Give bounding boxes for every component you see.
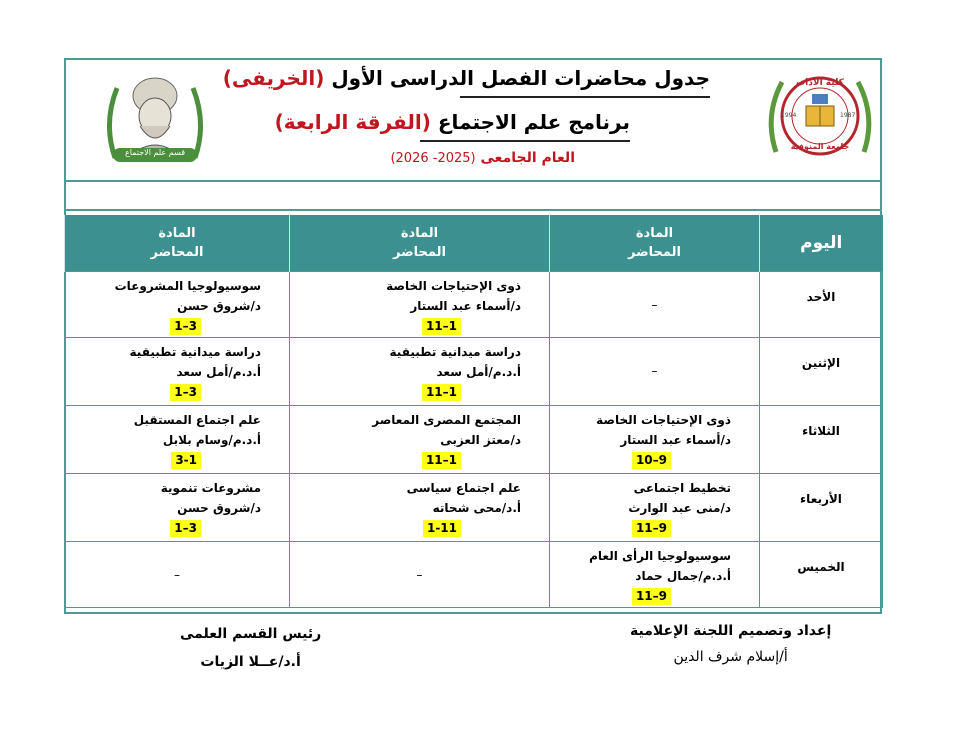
header-band <box>64 180 882 211</box>
empty-slot-dash: – <box>416 568 423 582</box>
header-lecturer: المحاضر <box>628 245 681 260</box>
table-header-row <box>65 215 883 272</box>
table-row <box>65 338 883 406</box>
header-lecturer: المحاضر <box>150 245 204 260</box>
time-slot-code: 1-11 <box>423 520 461 537</box>
time-slot-code: 9–11 <box>632 588 671 605</box>
lecture-info <box>290 338 549 402</box>
lecture-info <box>550 474 759 538</box>
title-underline <box>460 96 710 98</box>
lecturer-name: أ.د.م/أمل سعد <box>436 365 521 379</box>
faculty-logo-year-left: 1994 <box>781 112 797 119</box>
empty-slot-dash: – <box>651 298 658 312</box>
header-subject: المادة <box>158 226 196 241</box>
lecture-info <box>550 542 759 606</box>
time-slot-code: 1–11 <box>422 318 461 335</box>
lecture-cell <box>65 272 290 338</box>
faculty-logo-year-right: 1987 <box>840 112 856 119</box>
lecture-cell <box>550 406 760 474</box>
lecture-cell <box>65 474 290 542</box>
lecture-info <box>65 406 289 470</box>
empty-slot-dash: – <box>651 364 658 378</box>
lecturer-name: د/معتز العزبى <box>440 433 521 447</box>
time-slot-code: 9–10 <box>632 452 671 469</box>
lecturer-name: د/شروق حسن <box>177 501 261 515</box>
header-day: اليوم <box>760 215 883 272</box>
program-underline <box>420 140 630 142</box>
schedule-title <box>223 66 710 90</box>
program-level: (الفرقة الرابعة) <box>274 110 431 134</box>
header-subject: المادة <box>635 226 674 241</box>
lecture-cell <box>550 474 760 542</box>
lecturer-name: د/أسماء عبد الستار <box>620 433 731 447</box>
academic-year-value: (2025- 2026) <box>390 151 476 166</box>
table-row <box>65 474 883 542</box>
department-logo <box>95 68 215 168</box>
faculty-logo-top-text: كلية الآداب <box>796 78 844 88</box>
time-slot-code: 3–1 <box>170 384 201 401</box>
header-subject: المادة <box>400 226 439 241</box>
course-name: ذوى الإحتياجات الخاصة <box>596 413 731 427</box>
lecture-info <box>290 474 549 538</box>
lecturer-name: أ.د/محى شحاته <box>432 501 521 515</box>
lecture-cell <box>290 406 550 474</box>
empty-slot-dash: – <box>174 568 180 582</box>
time-slot-code: 3–1 <box>170 318 201 335</box>
header-lecturer: المحاضر <box>393 245 446 260</box>
table-row <box>65 272 883 338</box>
course-name: مشروعات تنموية <box>160 481 261 495</box>
academic-year-label: العام الجامعى <box>480 150 575 166</box>
academic-year <box>390 150 575 166</box>
lecture-cell <box>550 338 760 406</box>
header-slot-3 <box>65 215 290 272</box>
day-cell: الإثنين <box>760 338 883 406</box>
lecture-cell <box>290 474 550 542</box>
header-slot-2 <box>290 215 550 272</box>
table-row <box>65 542 883 608</box>
time-slot-code: 3–1 <box>170 520 201 537</box>
lecturer-name: أ.د.م/وسام بلابل <box>162 433 261 447</box>
lecture-cell <box>65 338 290 406</box>
time-slot-code: 9–11 <box>632 520 671 537</box>
lecture-info <box>550 406 759 470</box>
prepared-by-signature <box>630 618 831 670</box>
lecture-cell <box>550 272 760 338</box>
program-title-main: برنامج علم الاجتماع <box>437 110 630 134</box>
header-slot-1 <box>550 215 760 272</box>
time-slot-code: 1–11 <box>422 384 461 401</box>
lecture-cell <box>65 406 290 474</box>
prepared-by-title: إعداد وتصميم اللجنة الإعلامية <box>630 623 832 639</box>
department-head-title: رئيس القسم العلمى <box>180 626 322 642</box>
prepared-by-name: أ/إسلام شرف الدين <box>673 649 788 665</box>
table-row <box>65 406 883 474</box>
program-title <box>275 110 630 134</box>
course-name: علم اجتماع المستقبل <box>133 413 261 427</box>
course-name: سوسيولوجيا الرأى العام <box>589 549 731 563</box>
department-head-name: أ.د/عــلا الزيات <box>200 654 301 670</box>
faculty-logo-bottom-text: جامعة المنوفية <box>790 142 850 151</box>
course-name: المجتمع المصرى المعاصر <box>372 413 521 427</box>
day-cell: الثلاثاء <box>760 406 883 474</box>
lecturer-name: أ.د.م/أمل سعد <box>176 365 261 379</box>
course-name: تخطيط اجتماعى <box>633 481 731 495</box>
course-name: دراسة ميدانية تطبيقية <box>129 345 261 359</box>
schedule-title-term: (الخريفى) <box>222 66 325 90</box>
schedule-table <box>64 215 883 608</box>
course-name: ذوى الإحتياجات الخاصة <box>386 279 521 293</box>
time-slot-code: 1–11 <box>422 452 461 469</box>
lecturer-name: أ.د.م/جمال حماد <box>635 569 731 583</box>
lecture-info <box>65 474 289 538</box>
lecturer-name: د/منى عبد الوارث <box>628 501 731 515</box>
lecture-info <box>290 272 549 336</box>
lecture-cell <box>290 338 550 406</box>
lecture-info <box>290 406 549 470</box>
course-name: علم اجتماع سياسى <box>406 481 521 495</box>
faculty-logo <box>762 66 878 166</box>
lecture-cell <box>290 272 550 338</box>
time-slot-code: 3-1 <box>171 452 201 469</box>
lecture-cell <box>550 542 760 608</box>
lecture-info <box>65 272 289 336</box>
lecture-cell <box>65 542 290 608</box>
course-name: دراسة ميدانية تطبيقية <box>389 345 521 359</box>
lecture-info <box>65 338 289 402</box>
lecturer-name: د/أسماء عبد الستار <box>410 299 521 313</box>
lecturer-name: د/شروق حسن <box>177 299 261 313</box>
department-logo-caption: قسم علم الاجتماع <box>124 148 186 157</box>
day-cell: الأحد <box>760 272 883 338</box>
lecture-cell <box>290 542 550 608</box>
schedule-title-main: جدول محاضرات الفصل الدراسى الأول <box>331 66 710 90</box>
day-cell: الأربعاء <box>760 474 883 542</box>
department-head-signature <box>180 620 321 676</box>
day-cell: الخميس <box>760 542 883 608</box>
course-name: سوسيولوجيا المشروعات <box>114 279 261 293</box>
